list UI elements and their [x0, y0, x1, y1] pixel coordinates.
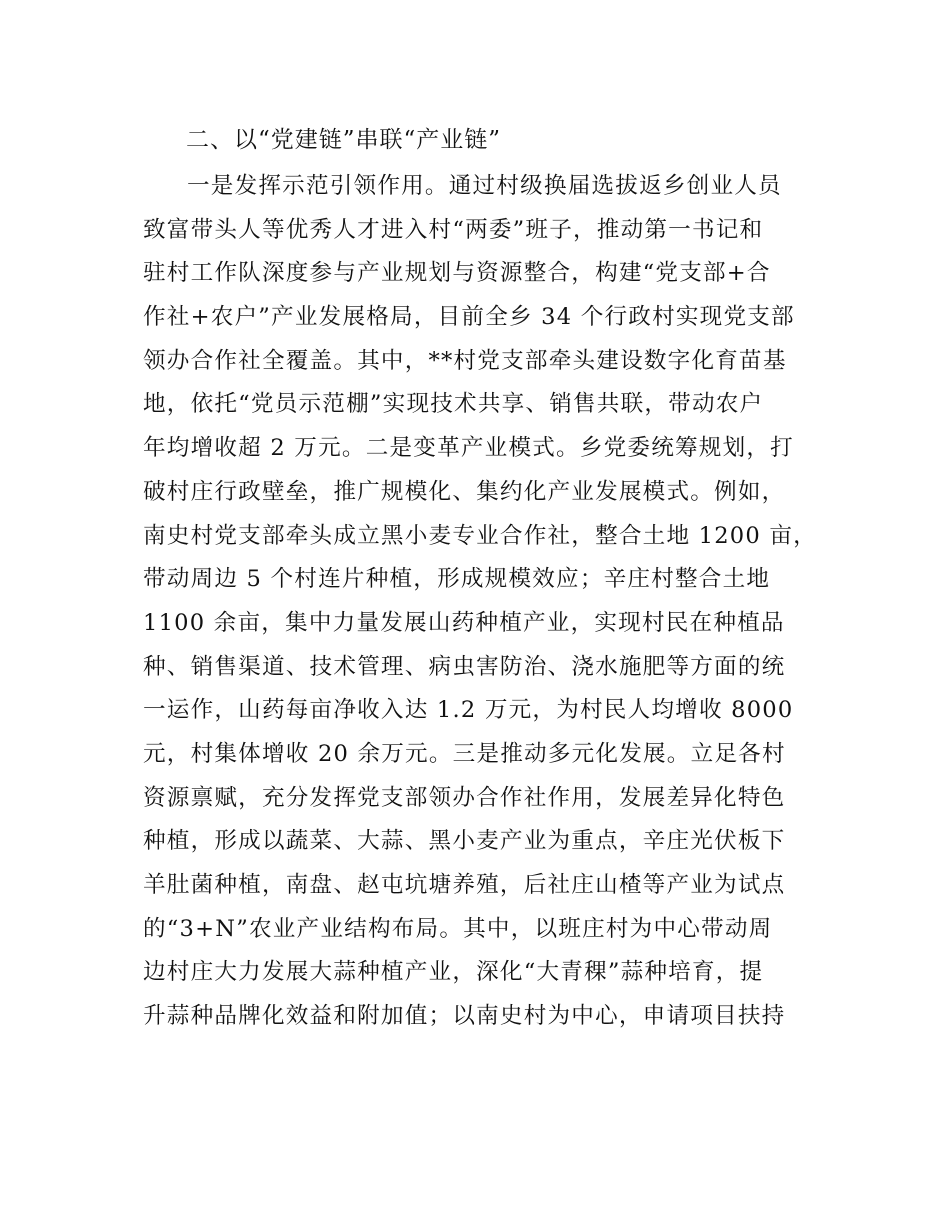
paragraph-line: 种植，形成以蔬菜、大蒜、黑小麦产业为重点，辛庄光伏板下	[143, 828, 786, 855]
paragraph-line: 南史村党支部牵头成立黑小麦专业合作社，整合土地 1200 亩，	[143, 522, 817, 549]
paragraph-line: 作社+农户”产业发展格局，目前全乡 34 个行政村实现党支部	[143, 304, 795, 331]
paragraph-line: 年均增收超 2 万元。二是变革产业模式。乡党委统筹规划，打	[143, 435, 794, 462]
paragraph-line: 地，依托“党员示范棚”实现技术共享、销售共联，带动农户	[143, 391, 764, 418]
paragraph-line: 领办合作社全覆盖。其中，**村党支部牵头建设数字化育苗基	[143, 347, 787, 374]
paragraph-line: 一是发挥示范引领作用。通过村级换届选拔返乡创业人员	[187, 173, 782, 199]
paragraph-line: 破村庄行政壁垒，推广规模化、集约化产业发展模式。例如，	[143, 478, 786, 505]
paragraph-line: 的“3+N”农业产业结构布局。其中，以班庄村为中心带动周	[143, 915, 773, 942]
paragraph-line: 边村庄大力发展大蒜种植产业，深化“大青稞”蒜种培育，提	[143, 959, 764, 986]
paragraph-line: 升蒜种品牌化效益和附加值；以南史村为中心，申请项目扶持	[143, 1003, 786, 1030]
body-paragraph	[143, 165, 823, 1039]
paragraph-line: 一运作，山药每亩净收入达 1.2 万元，为村民人均增收 8000	[143, 697, 794, 724]
paragraph-line: 致富带头人等优秀人才进入村“两委”班子，推动第一书记和	[143, 216, 764, 243]
paragraph-line: 羊肚菌种植，南盘、赵屯坑塘养殖，后社庄山楂等产业为试点	[143, 872, 786, 898]
section-heading: 二、以“党建链”串联“产业链”	[186, 127, 502, 153]
paragraph-line: 驻村工作队深度参与产业规划与资源整合，构建“党支部+合	[143, 260, 771, 287]
paragraph-line: 1100 余亩，集中力量发展山药种植产业，实现村民在种植品	[143, 609, 785, 636]
paragraph-line: 种、销售渠道、技术管理、病虫害防治、浇水施肥等方面的统	[143, 653, 786, 680]
paragraph-line: 带动周边 5 个村连片种植，形成规模效应；辛庄村整合土地	[143, 566, 771, 593]
paragraph-line: 资源禀赋，充分发挥党支部领办合作社作用，发展差异化特色	[143, 784, 786, 811]
paragraph-line: 元，村集体增收 20 余万元。三是推动多元化发展。立足各村	[143, 740, 786, 767]
